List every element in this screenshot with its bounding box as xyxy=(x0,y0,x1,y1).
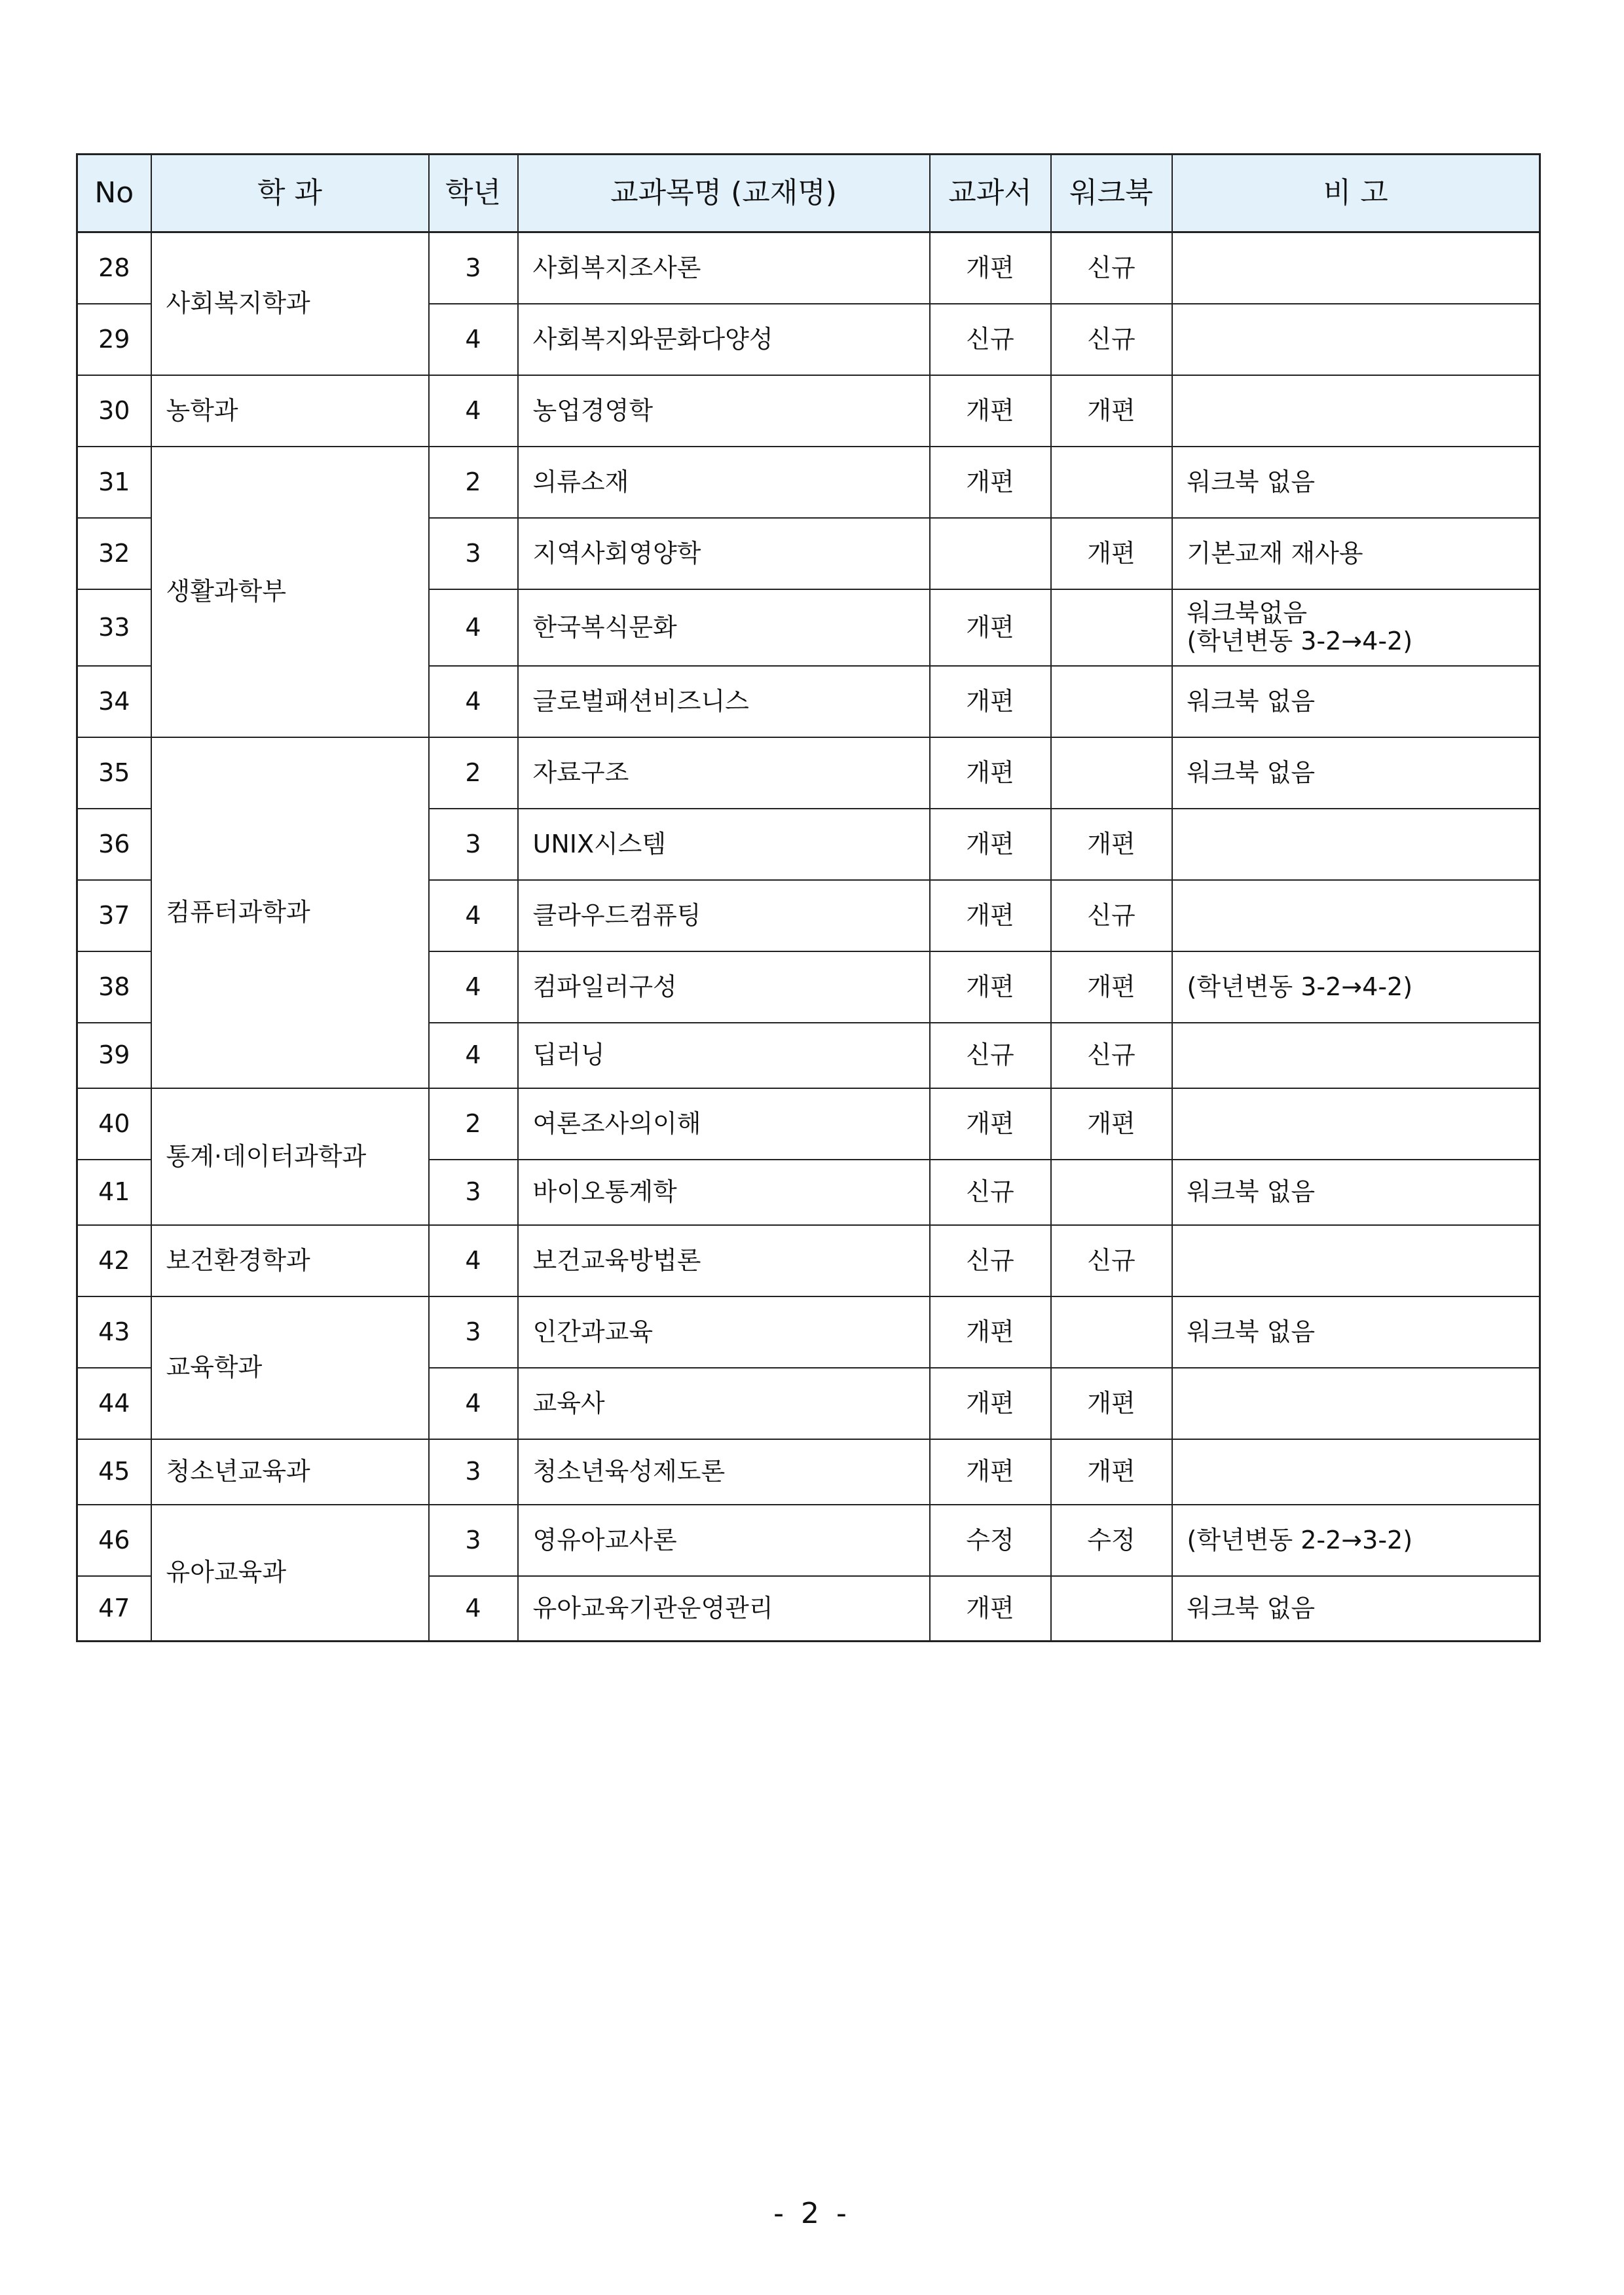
note: 워크북 없음 xyxy=(1172,1160,1540,1225)
course-name: 교육사 xyxy=(518,1368,930,1439)
table-row xyxy=(77,1225,1540,1296)
row-no: 45 xyxy=(77,1439,151,1505)
dept-name: 통계·데이터과학과 xyxy=(151,1088,429,1225)
header-textbook: 교과서 xyxy=(930,155,1051,232)
textbook-status: 신규 xyxy=(930,1160,1051,1225)
workbook-status: 개편 xyxy=(1051,375,1172,447)
note: (학년변동 3-2→4-2) xyxy=(1172,951,1540,1023)
row-no: 43 xyxy=(77,1296,151,1368)
course-name: 사회복지와문화다양성 xyxy=(518,304,930,375)
row-no: 33 xyxy=(77,589,151,666)
row-no: 36 xyxy=(77,809,151,880)
header-course: 교과목명 (교재명) xyxy=(518,155,930,232)
row-no: 29 xyxy=(77,304,151,375)
table-row xyxy=(77,1439,1540,1505)
table-row xyxy=(77,1088,1540,1160)
row-no: 47 xyxy=(77,1576,151,1642)
textbook-status: 개편 xyxy=(930,589,1051,666)
header-no: No xyxy=(77,155,151,232)
row-no: 30 xyxy=(77,375,151,447)
year: 4 xyxy=(429,375,518,447)
course-name: 의류소재 xyxy=(518,447,930,518)
note: 워크북 없음 xyxy=(1172,447,1540,518)
textbook-status: 개편 xyxy=(930,809,1051,880)
year: 4 xyxy=(429,880,518,951)
workbook-status: 신규 xyxy=(1051,880,1172,951)
note: 워크북 없음 xyxy=(1172,666,1540,737)
year: 2 xyxy=(429,737,518,809)
note xyxy=(1172,232,1540,304)
workbook-status: 신규 xyxy=(1051,232,1172,304)
workbook-status xyxy=(1051,737,1172,809)
dept-name: 사회복지학과 xyxy=(151,232,429,375)
year: 2 xyxy=(429,447,518,518)
course-name: 영유아교사론 xyxy=(518,1505,930,1576)
workbook-status xyxy=(1051,666,1172,737)
textbook-status: 신규 xyxy=(930,1225,1051,1296)
textbook-status: 개편 xyxy=(930,1368,1051,1439)
note xyxy=(1172,1023,1540,1088)
row-no: 44 xyxy=(77,1368,151,1439)
note: 워크북 없음 xyxy=(1172,1296,1540,1368)
course-name: 바이오통계학 xyxy=(518,1160,930,1225)
workbook-status: 개편 xyxy=(1051,1368,1172,1439)
year: 4 xyxy=(429,951,518,1023)
note: 기본교재 재사용 xyxy=(1172,518,1540,589)
header-year: 학년 xyxy=(429,155,518,232)
note xyxy=(1172,1088,1540,1160)
table-row xyxy=(77,447,1540,518)
workbook-status xyxy=(1051,447,1172,518)
note xyxy=(1172,589,1540,666)
course-name: 딥러닝 xyxy=(518,1023,930,1088)
note: (학년변동 2-2→3-2) xyxy=(1172,1505,1540,1576)
header-dept: 학 과 xyxy=(151,155,429,232)
dept-name: 농학과 xyxy=(151,375,429,447)
year: 3 xyxy=(429,1505,518,1576)
textbook-status: 개편 xyxy=(930,1439,1051,1505)
table-row xyxy=(77,375,1540,447)
note: 워크북 없음 xyxy=(1172,737,1540,809)
row-no: 40 xyxy=(77,1088,151,1160)
workbook-status: 개편 xyxy=(1051,1088,1172,1160)
course-name: 사회복지조사론 xyxy=(518,232,930,304)
course-name: 보건교육방법론 xyxy=(518,1225,930,1296)
textbook-status: 수정 xyxy=(930,1505,1051,1576)
textbook-status: 개편 xyxy=(930,737,1051,809)
header-workbook: 워크북 xyxy=(1051,155,1172,232)
row-no: 41 xyxy=(77,1160,151,1225)
workbook-status: 개편 xyxy=(1051,518,1172,589)
year: 3 xyxy=(429,1296,518,1368)
note: 워크북 없음 xyxy=(1172,1576,1540,1642)
year: 4 xyxy=(429,1576,518,1642)
textbook-status: 개편 xyxy=(930,1088,1051,1160)
note xyxy=(1172,1225,1540,1296)
workbook-status: 수정 xyxy=(1051,1505,1172,1576)
year: 4 xyxy=(429,666,518,737)
year: 3 xyxy=(429,518,518,589)
course-name: 글로벌패션비즈니스 xyxy=(518,666,930,737)
year: 4 xyxy=(429,589,518,666)
course-table xyxy=(76,153,1541,1642)
course-name: 자료구조 xyxy=(518,737,930,809)
textbook-status: 개편 xyxy=(930,951,1051,1023)
textbook-status xyxy=(930,518,1051,589)
row-no: 38 xyxy=(77,951,151,1023)
note-line-2: (학년변동 3-2→4-2) xyxy=(1187,627,1413,655)
year: 3 xyxy=(429,1439,518,1505)
row-no: 46 xyxy=(77,1505,151,1576)
header-row xyxy=(77,155,1540,232)
year: 3 xyxy=(429,1160,518,1225)
year: 4 xyxy=(429,1368,518,1439)
textbook-status: 개편 xyxy=(930,232,1051,304)
textbook-status: 개편 xyxy=(930,375,1051,447)
course-name: 인간과교육 xyxy=(518,1296,930,1368)
workbook-status: 신규 xyxy=(1051,304,1172,375)
course-name: 청소년육성제도론 xyxy=(518,1439,930,1505)
note xyxy=(1172,809,1540,880)
note xyxy=(1172,1368,1540,1439)
row-no: 42 xyxy=(77,1225,151,1296)
table-row xyxy=(77,737,1540,809)
header-note: 비 고 xyxy=(1172,155,1540,232)
table-row xyxy=(77,1296,1540,1368)
dept-name: 청소년교육과 xyxy=(151,1439,429,1505)
year: 4 xyxy=(429,304,518,375)
workbook-status: 신규 xyxy=(1051,1023,1172,1088)
workbook-status xyxy=(1051,1160,1172,1225)
dept-name: 교육학과 xyxy=(151,1296,429,1439)
dept-name: 생활과학부 xyxy=(151,447,429,737)
page-number: - 2 - xyxy=(773,2197,851,2230)
row-no: 35 xyxy=(77,737,151,809)
year: 4 xyxy=(429,1023,518,1088)
note xyxy=(1172,880,1540,951)
course-name: UNIX시스템 xyxy=(518,809,930,880)
table-row xyxy=(77,1505,1540,1576)
textbook-status: 개편 xyxy=(930,1576,1051,1642)
course-name: 컴파일러구성 xyxy=(518,951,930,1023)
course-name: 클라우드컴퓨팅 xyxy=(518,880,930,951)
table-row xyxy=(77,232,1540,304)
row-no: 37 xyxy=(77,880,151,951)
textbook-status: 신규 xyxy=(930,1023,1051,1088)
course-name: 유아교육기관운영관리 xyxy=(518,1576,930,1642)
year: 4 xyxy=(429,1225,518,1296)
row-no: 31 xyxy=(77,447,151,518)
course-name: 여론조사의이해 xyxy=(518,1088,930,1160)
row-no: 28 xyxy=(77,232,151,304)
year: 3 xyxy=(429,232,518,304)
note xyxy=(1172,375,1540,447)
textbook-status: 개편 xyxy=(930,666,1051,737)
row-no: 39 xyxy=(77,1023,151,1088)
course-name: 한국복식문화 xyxy=(518,589,930,666)
dept-name: 컴퓨터과학과 xyxy=(151,737,429,1088)
course-name: 농업경영학 xyxy=(518,375,930,447)
dept-name: 보건환경학과 xyxy=(151,1225,429,1296)
note xyxy=(1172,304,1540,375)
workbook-status: 개편 xyxy=(1051,951,1172,1023)
workbook-status: 신규 xyxy=(1051,1225,1172,1296)
course-name: 지역사회영양학 xyxy=(518,518,930,589)
row-no: 34 xyxy=(77,666,151,737)
year: 3 xyxy=(429,809,518,880)
textbook-status: 개편 xyxy=(930,1296,1051,1368)
textbook-status: 개편 xyxy=(930,880,1051,951)
note xyxy=(1172,1439,1540,1505)
textbook-status: 개편 xyxy=(930,447,1051,518)
textbook-status: 신규 xyxy=(930,304,1051,375)
row-no: 32 xyxy=(77,518,151,589)
workbook-status xyxy=(1051,1576,1172,1642)
note-line-1: 워크북없음 xyxy=(1187,598,1308,628)
workbook-status: 개편 xyxy=(1051,1439,1172,1505)
year: 2 xyxy=(429,1088,518,1160)
workbook-status xyxy=(1051,589,1172,666)
workbook-status: 개편 xyxy=(1051,809,1172,880)
dept-name: 유아교육과 xyxy=(151,1505,429,1642)
workbook-status xyxy=(1051,1296,1172,1368)
